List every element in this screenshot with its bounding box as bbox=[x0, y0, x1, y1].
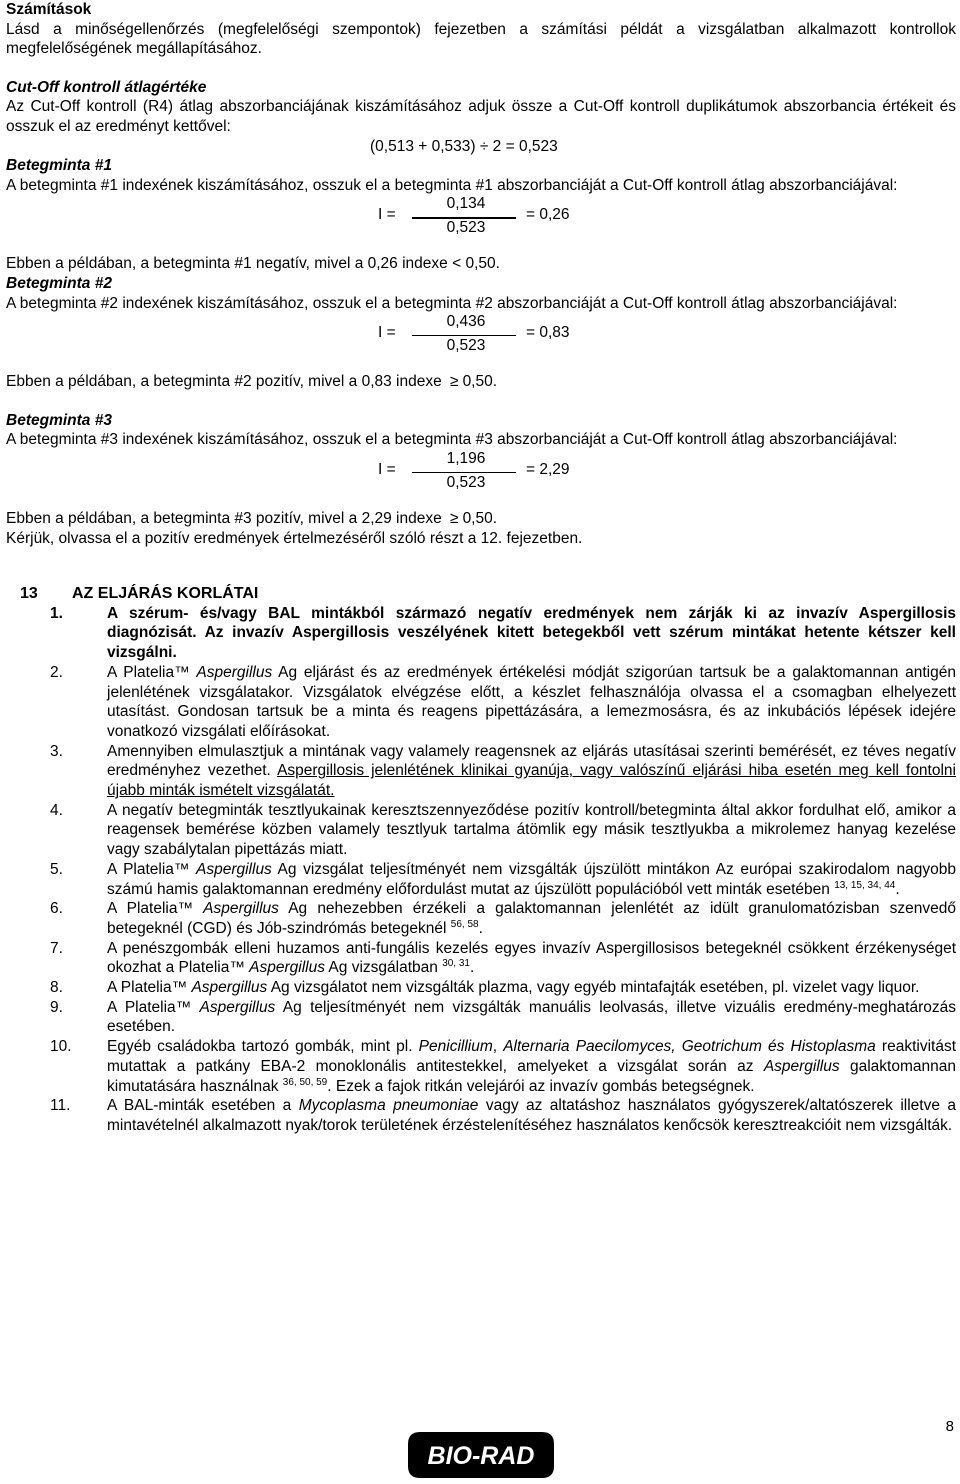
cutoff-formula: (0,513 + 0,533) ÷ 2 = 0,523 bbox=[370, 137, 558, 155]
list-item bbox=[6, 1037, 956, 1096]
equation-numerator: 0,436 bbox=[446, 313, 486, 331]
item-text: . bbox=[895, 880, 900, 898]
equation-lhs: I = bbox=[378, 460, 396, 478]
item-text: Ag vizsgálat teljesítményét nem vizsgálták újszülött mintákon Az európai szakirodalom nagyobb számú hamis galaktomannan eredmény előfordulást mutat az újszülött populációból vett minták esetében bbox=[107, 860, 956, 898]
section-title bbox=[6, 584, 956, 604]
equation-lhs: I = bbox=[378, 206, 396, 224]
calc-heading: Számítások bbox=[6, 1, 92, 18]
list-item bbox=[6, 860, 956, 899]
item-number: 8. bbox=[50, 979, 63, 997]
item-number: 10. bbox=[50, 1038, 72, 1056]
equation-denominator: 0,523 bbox=[446, 337, 486, 355]
sample3-equation bbox=[6, 450, 956, 496]
page-number: 8 bbox=[945, 1418, 954, 1435]
item-italic: Aspergillus bbox=[763, 1057, 840, 1075]
item-number: 4. bbox=[50, 801, 63, 819]
item-text: , bbox=[492, 1038, 504, 1056]
logo-text: BIO-RAD bbox=[427, 1442, 535, 1470]
reference-superscript: 56, 58 bbox=[450, 918, 479, 930]
item-text: A szérum- és/vagy BAL mintákból származó negatív eredmények nem zárják ki az invazív Aspergillosis diagnózisát. Az invazív Aspergillosis veszélyének kitett betegekből vett szérum mintákat hetente kétszer kell vizsgálni. bbox=[107, 604, 956, 662]
sample3-text: A betegminta #3 indexének kiszámításához, osszuk el a betegminta #3 abszorbanciáját a Cut-Off kontroll átlag abszorbanciájával: bbox=[6, 431, 898, 449]
list-item bbox=[6, 663, 956, 742]
list-item bbox=[6, 998, 956, 1037]
item-text: vagy az altatáshoz használatos gyógyszerek/altatószerek illetve a mintavételnél alkalmazott nyak/torok területének érzéstelenítéséhez használatos kenőcsök keresztreakcióit nem vizsgálták. bbox=[107, 1097, 957, 1134]
item-text: . Ezek a fajok ritkán velejárói az invazív gombás betegségnek. bbox=[327, 1077, 755, 1095]
list-item bbox=[6, 742, 956, 801]
list-item bbox=[6, 939, 956, 978]
item-text: A Platelia™ bbox=[107, 860, 196, 878]
item-italic: Mycoplasma pneumoniae bbox=[298, 1097, 479, 1115]
item-italic: Aspergillus bbox=[196, 860, 272, 878]
equation-denominator: 0,523 bbox=[446, 473, 486, 491]
item-text: Ag vizsgálatot nem vizsgálták plazma, vagy egyéb mintafajták esetében, pl. vizelet vagy liquor. bbox=[267, 979, 920, 997]
item-italic: Penicillium bbox=[418, 1038, 493, 1056]
conclusion-threshold: 0,50. bbox=[462, 509, 498, 527]
equation-result: = 0,26 bbox=[526, 206, 570, 224]
equation-denominator: 0,523 bbox=[446, 219, 486, 237]
item-text: A BAL-minták esetében a bbox=[107, 1097, 299, 1115]
sample1-equation bbox=[6, 195, 956, 241]
item-text: A Platelia™ bbox=[107, 900, 204, 918]
reference-superscript: 30, 31 bbox=[442, 958, 470, 970]
bio-rad-logo bbox=[408, 1432, 554, 1478]
item-italic: Alternaria Paecilomyces, Geotrichum és Histoplasma bbox=[503, 1038, 876, 1056]
item-text: A Platelia™ bbox=[107, 998, 200, 1016]
sample2-heading: Betegminta #2 bbox=[6, 274, 112, 292]
item-italic: Aspergillus bbox=[196, 663, 273, 681]
item-italic: Aspergillus bbox=[249, 959, 325, 977]
item-text: galaktomannan kimutatására használnak bbox=[107, 1057, 956, 1095]
conclusion-text: Ebben a példában, a betegminta #2 pozitív, mivel a 0,83 indexe bbox=[6, 373, 442, 391]
list-item bbox=[6, 604, 956, 663]
greater-equal-symbol: ≥ bbox=[450, 373, 459, 391]
item-text: A Platelia™ bbox=[107, 663, 197, 681]
sample1-text: A betegminta #1 indexének kiszámításához, osszuk el a betegminta #1 abszorbanciáját a Cut-Off kontroll átlag abszorbanciájával: bbox=[6, 176, 898, 194]
item-number: 3. bbox=[50, 742, 63, 760]
item-text: Amennyiben elmulasztjuk a mintának vagy valamely reagensnek az eljárás utasításai szerinti bemérését, ez téves negatív eredményhez vezethet. bbox=[107, 742, 956, 780]
equation-numerator: 1,196 bbox=[446, 449, 486, 467]
section-number: 13 bbox=[20, 585, 38, 603]
calc-closing: Kérjük, olvassa el a pozitív eredmények értelmezéséről szóló részt a 12. fejezetben. bbox=[6, 529, 583, 547]
section-title-text: AZ ELJÁRÁS KORLÁTAI bbox=[72, 585, 259, 603]
cutoff-text: Az Cut-Off kontroll (R4) átlag abszorbanciájának kiszámításához adjuk össze a Cut-Off kontroll duplikátumok abszorbancia értékeit és osszuk el az eredményt kettővel: bbox=[6, 98, 956, 135]
item-italic: Aspergillus bbox=[191, 979, 268, 997]
item-number: 9. bbox=[50, 998, 63, 1016]
item-text: Ag eljárást és az eredmények értékelési módját szigorúan tartsuk be a galaktomannan antigén jelenlétének vizsgálatakor. Vizsgálatok elvégzése előtt, a készlet felhasználója olvassa el a csomagban elhelyezett utasítást. Gondosan tartsuk be a minta és reagens pipettázására, a lemezmosásra, és az inkubációs lépések idejére vonatkozó vizsgálati előírásokat. bbox=[107, 663, 956, 740]
item-text: Ag nehezebben érzékeli a galaktomannan jelenlétét az idült granulomatózisban szenvedő betegeknél (CGD) és Jób-szindrómás betegeknél bbox=[107, 900, 956, 937]
equation-result: = 2,29 bbox=[526, 460, 570, 478]
item-text: A negatív betegminták tesztlyukainak keresztszennyeződése pozitív kontroll/betegminta által akkor fordulhat elő, amikor a reagensek bemérése közben valamely tesztlyuk tartalma átömlik egy másik tesztlyukba a mikrolemez hanyag kezelése vagy szabálytalan pipettázás miatt. bbox=[107, 801, 956, 859]
item-number: 2. bbox=[50, 663, 63, 681]
item-text: Ag teljesítményét nem vizsgálták manuális leolvasás, illetve vizuális eredmény-meghatározás esetében. bbox=[107, 998, 956, 1036]
sample2-conclusion bbox=[6, 372, 956, 392]
list-item bbox=[6, 899, 956, 938]
sample2-text: A betegminta #2 indexének kiszámításához, osszuk el a betegminta #2 abszorbanciáját a Cut-Off kontroll átlag abszorbanciájával: bbox=[6, 294, 898, 312]
item-text: . bbox=[470, 959, 475, 977]
item-text: A Platelia™ bbox=[107, 979, 192, 997]
calc-intro: Lásd a minőségellenőrzés (megfelelőségi szempontok) fejezetben a számítási példát a vizsgálatban alkalmazott kontrollok megfelelőségének megállapításához. bbox=[6, 20, 956, 58]
item-italic: Aspergillus bbox=[203, 900, 279, 918]
item-number: 7. bbox=[50, 939, 63, 957]
greater-equal-symbol: ≥ bbox=[450, 509, 459, 527]
item-italic: Aspergillus bbox=[199, 998, 276, 1016]
cutoff-heading: Cut-Off kontroll átlagértéke bbox=[6, 78, 207, 96]
item-text: Egyéb családokba tartozó gombák, mint pl. bbox=[107, 1038, 419, 1056]
list-item bbox=[6, 801, 956, 860]
sample1-heading: Betegminta #1 bbox=[6, 157, 112, 175]
equation-numerator: 0,134 bbox=[446, 195, 486, 213]
item-number: 11. bbox=[50, 1097, 71, 1115]
sample3-heading: Betegminta #3 bbox=[6, 411, 112, 429]
item-underlined: Aspergillosis jelenlétének klinikai gyanúja, vagy valószínű eljárási hiba esetén meg kell fontolni újabb minták ismételt vizsgálatát. bbox=[107, 762, 956, 800]
item-number: 5. bbox=[50, 860, 63, 878]
item-text: A penészgombák elleni huzamos anti-fungális kezelés egyes invazív Aspergillosisos betegeknél csökkent érzékenységet okozhat a Platelia™ bbox=[107, 939, 956, 977]
reference-superscript: 13, 15, 34, 44 bbox=[834, 879, 896, 891]
reference-superscript: 36, 50, 59 bbox=[282, 1076, 328, 1088]
item-text: . bbox=[478, 919, 483, 937]
equation-result: = 0,83 bbox=[526, 324, 570, 342]
equation-lhs: I = bbox=[378, 324, 396, 342]
limitations-list bbox=[6, 604, 956, 1136]
item-number: 1. bbox=[50, 604, 63, 622]
list-item bbox=[6, 978, 956, 998]
item-text: Ag vizsgálatban bbox=[324, 959, 443, 977]
item-number: 6. bbox=[50, 900, 63, 918]
list-item bbox=[6, 1096, 956, 1135]
sample1-conclusion: Ebben a példában, a betegminta #1 negatív, mivel a 0,26 indexe < 0,50. bbox=[6, 255, 500, 273]
document-page bbox=[6, 0, 956, 1136]
conclusion-text: Ebben a példában, a betegminta #3 pozitív, mivel a 2,29 indexe bbox=[6, 509, 442, 527]
sample3-conclusion bbox=[6, 509, 956, 529]
sample2-equation bbox=[6, 313, 956, 359]
conclusion-threshold: 0,50. bbox=[462, 373, 498, 391]
item-text: reaktivitást mutattak a patkány EBA-2 monoklonális antitestekkel, amelyeket a vizsgálat során az bbox=[107, 1038, 956, 1075]
